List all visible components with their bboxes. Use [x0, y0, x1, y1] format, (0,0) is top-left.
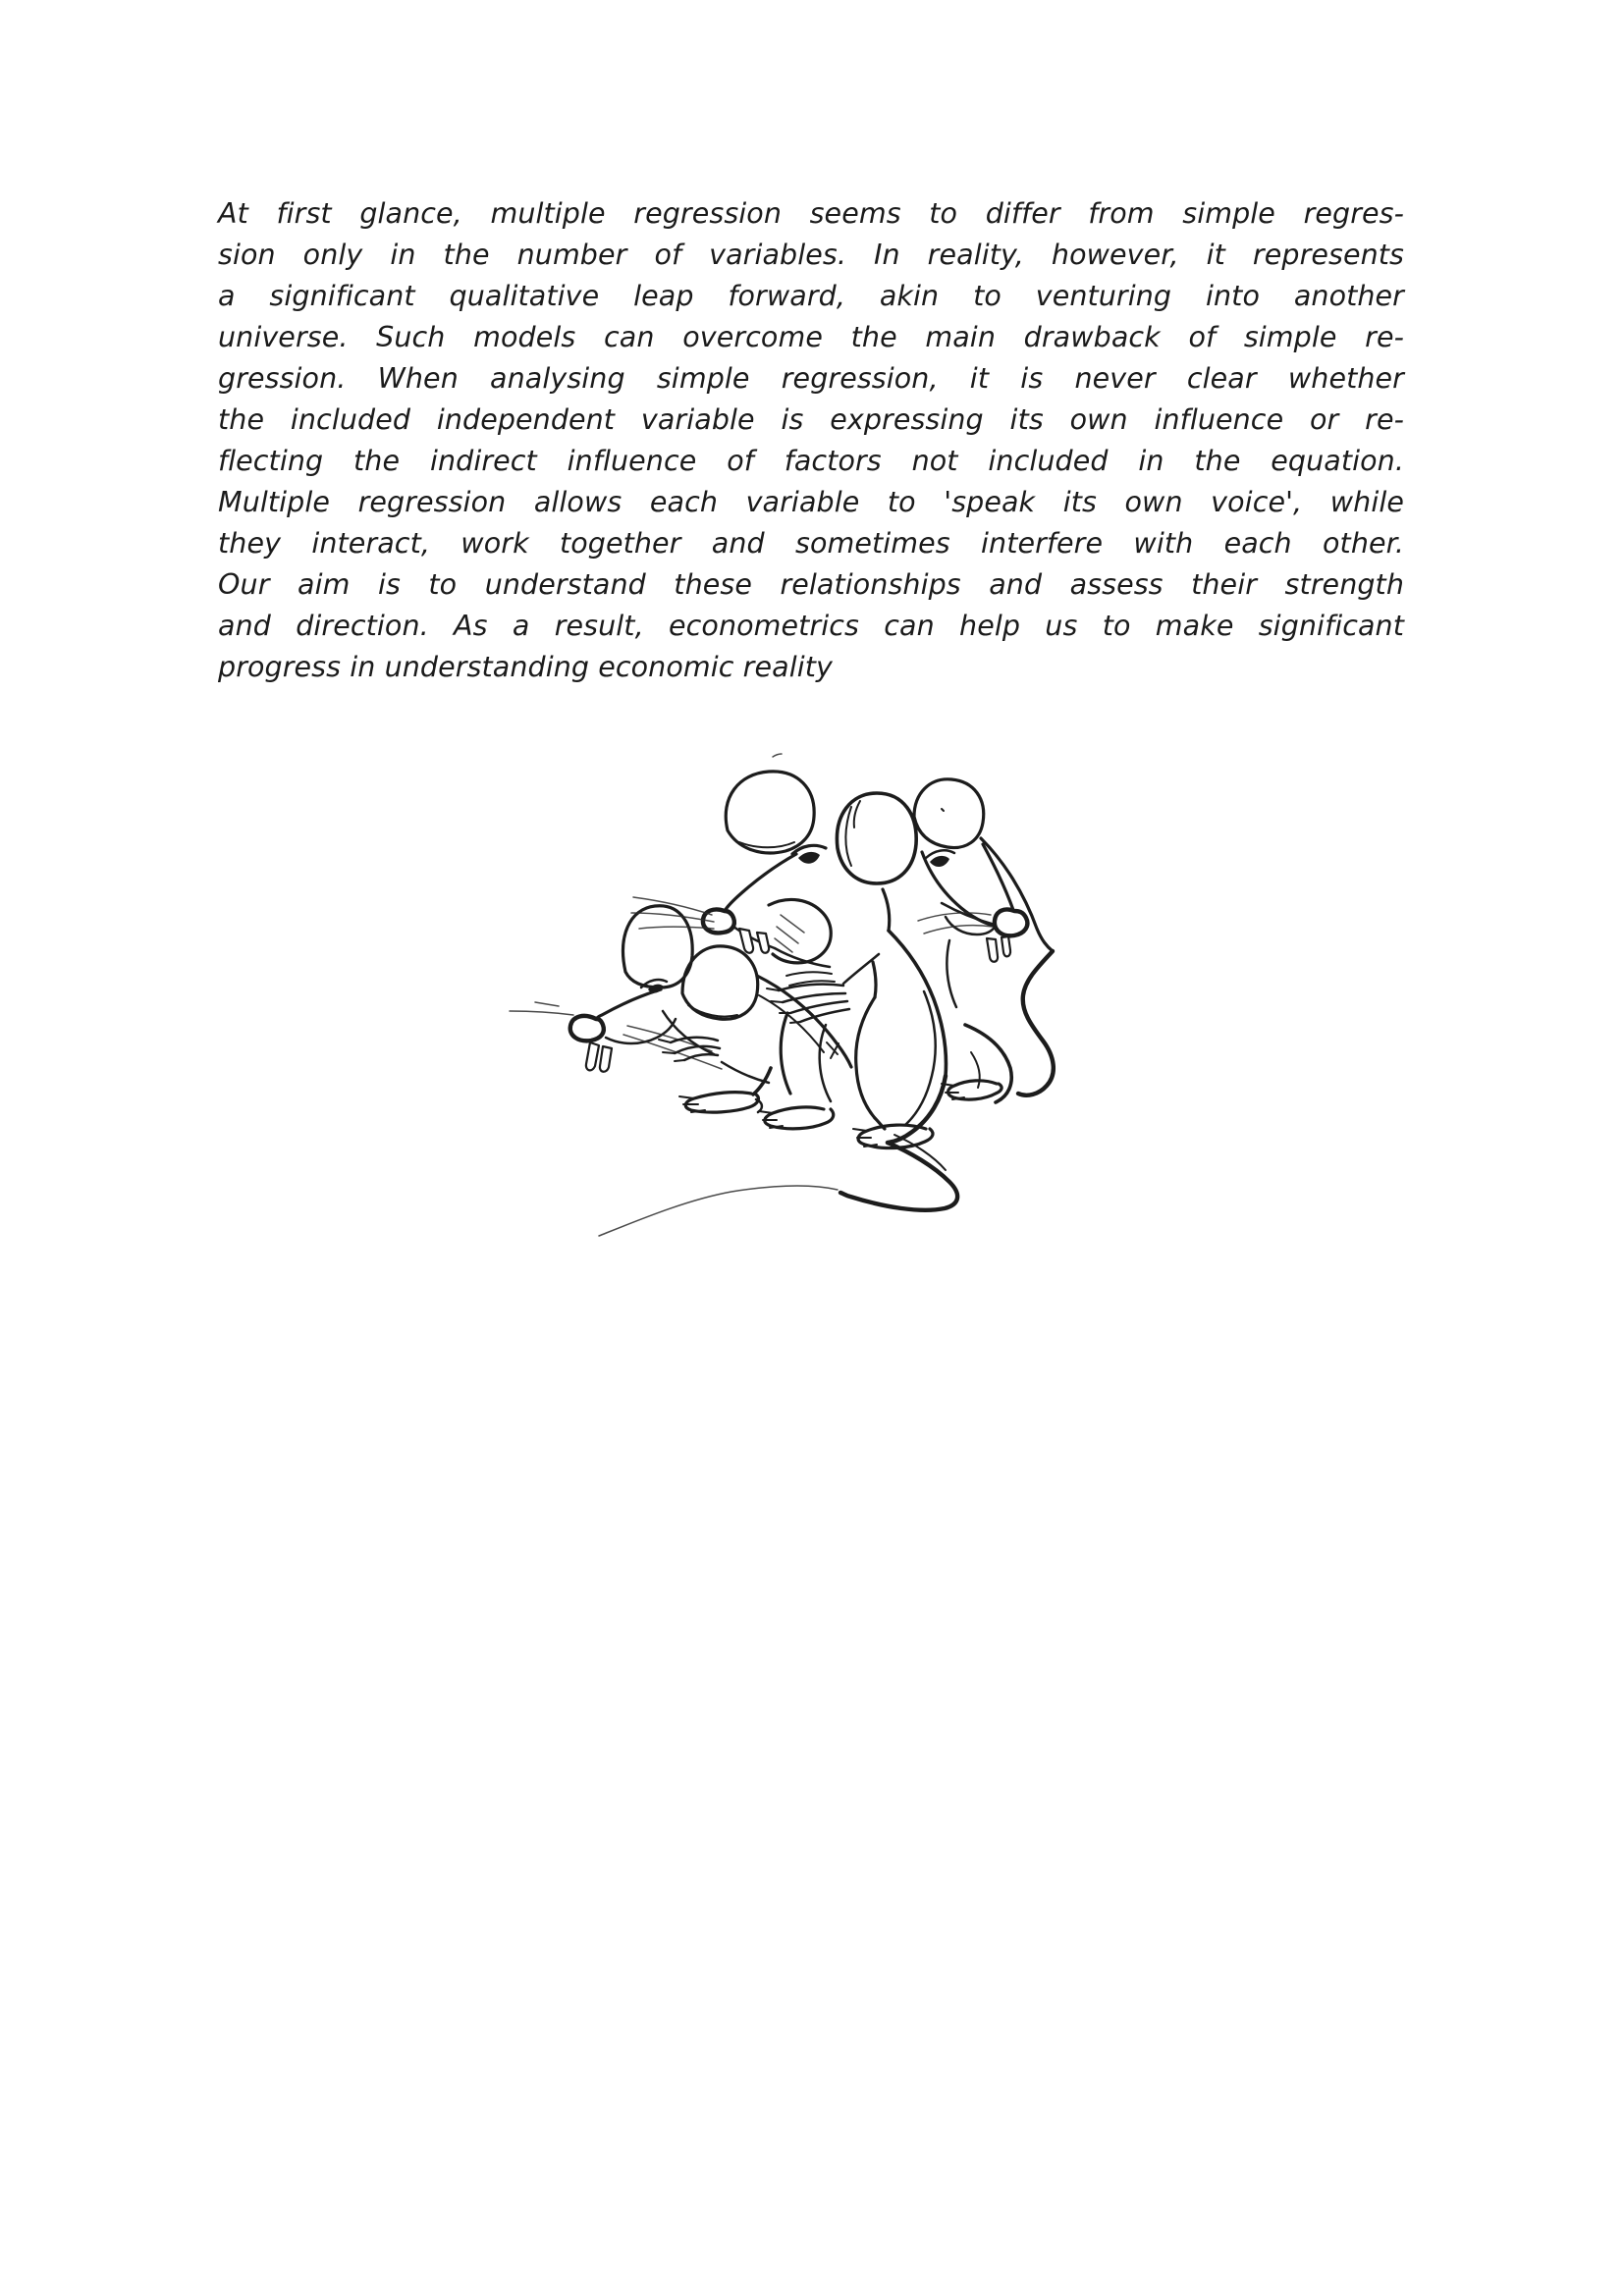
middle-rat-whisker — [633, 897, 712, 915]
right-rat-shoulder — [947, 940, 956, 1007]
middle-rat-back — [889, 931, 947, 1076]
left-rat-nose — [570, 1016, 604, 1041]
middle-rat-tooth — [739, 929, 753, 953]
rats-drawing — [486, 748, 1114, 1251]
right-rat-ear — [914, 779, 984, 848]
paragraph-line: universe. Such models can overcome the main drawback of simple re- — [218, 321, 1404, 353]
middle-rat-cheek-hatch — [775, 915, 804, 952]
left-rat-front-claws — [671, 1038, 720, 1060]
left-rat-tooth — [600, 1046, 612, 1072]
rats-illustration — [486, 748, 1114, 1251]
right-rat-snout-top — [983, 844, 1013, 910]
middle-rat-tooth — [757, 933, 769, 953]
paragraph-line: they interact, work together and sometimes interfere with each other. — [218, 527, 1404, 560]
left-rat — [570, 906, 851, 1112]
middle-rat-cheek — [769, 899, 831, 962]
paragraph-line: sion only in the number of variables. In reality, however, it represents — [218, 239, 1404, 271]
right-rat-eye — [930, 856, 949, 867]
middle-rat-thigh-inner — [820, 1025, 831, 1101]
paragraph-line: At first glance, multiple regression seems to differ from simple regres- — [218, 197, 1404, 230]
right-rat-foot — [947, 1081, 1001, 1099]
right-rat-tail — [1018, 951, 1054, 1095]
top-dash — [773, 754, 782, 757]
paragraph-line: a significant qualitative leap forward, akin to venturing into another — [218, 280, 1404, 312]
long-whisker-line — [510, 1011, 573, 1015]
middle-rat-chest — [873, 962, 876, 997]
left-rat-snout — [596, 989, 661, 1019]
paragraph-line: Our aim is to understand these relationships and assess their strength — [218, 568, 1404, 601]
middle-rat-belly — [856, 997, 875, 1118]
left-rat-foot — [685, 1093, 758, 1113]
middle-rat-belly-crease — [827, 1042, 839, 1058]
paragraph-line: Multiple regression allows each variable to 'speak its own voice', while — [218, 486, 1404, 518]
middle-rat-neck — [883, 889, 890, 931]
left-rat-back-ear — [623, 906, 693, 988]
middle-rat-ear-inner — [845, 801, 860, 866]
paragraph — [218, 193, 1404, 688]
middle-rat-finger-claws — [767, 988, 800, 1023]
left-rat-tooth — [586, 1042, 599, 1070]
right-rat-haunch — [965, 1025, 1011, 1102]
left-rat-belly — [722, 1062, 769, 1083]
right-rat-nose — [995, 909, 1027, 935]
paragraph-line: and direction. As a result, econometrics can help us to make significant — [218, 610, 1404, 642]
middle-rat-haunch — [888, 1076, 946, 1143]
whisker-dash — [535, 1002, 559, 1006]
middle-rat-tail — [840, 1143, 957, 1210]
paragraph-line: gression. When analysing simple regression, it is never clear whether — [218, 362, 1404, 395]
middle-rat — [631, 772, 957, 1210]
middle-rat-snout — [725, 854, 796, 911]
middle-rat-foot — [765, 1107, 834, 1129]
right-rat-tooth — [987, 938, 998, 962]
middle-rat-eye — [798, 852, 820, 864]
middle-rat-back-ear — [726, 772, 814, 853]
middle-rat-leg-crease — [905, 991, 936, 1125]
paragraph-line: the included independent variable is expressing its own influence or re- — [218, 403, 1404, 436]
middle-rat-thigh — [781, 1013, 790, 1094]
right-rat-tooth — [1001, 936, 1010, 956]
paragraph-line: flecting the indirect influence of factors not included in the equation. — [218, 445, 1404, 477]
right-rat-ear-dot — [942, 809, 944, 811]
left-rat-back-inner — [759, 995, 824, 1052]
paragraph-line: progress in understanding economic reality — [218, 651, 833, 683]
ground-sweep — [599, 1186, 838, 1236]
middle-rat-front-ear — [837, 793, 916, 883]
